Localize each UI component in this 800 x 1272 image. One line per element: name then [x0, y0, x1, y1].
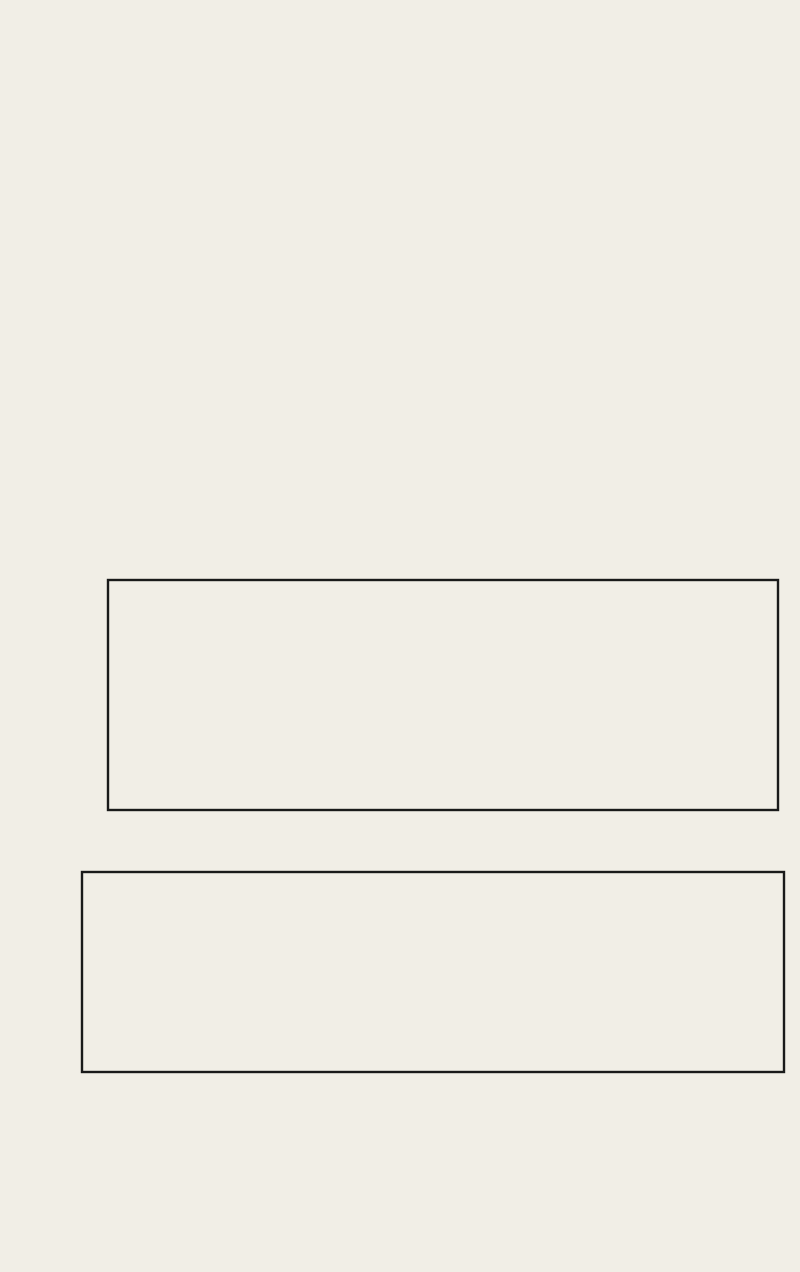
- top-chart-frame: [108, 580, 778, 810]
- bottom-chart-frame: [82, 872, 784, 1072]
- figure-21: [60, 560, 800, 1135]
- bottom-ir-spectrum-chart: [60, 870, 800, 1135]
- top-ir-spectrum-chart: [60, 560, 800, 840]
